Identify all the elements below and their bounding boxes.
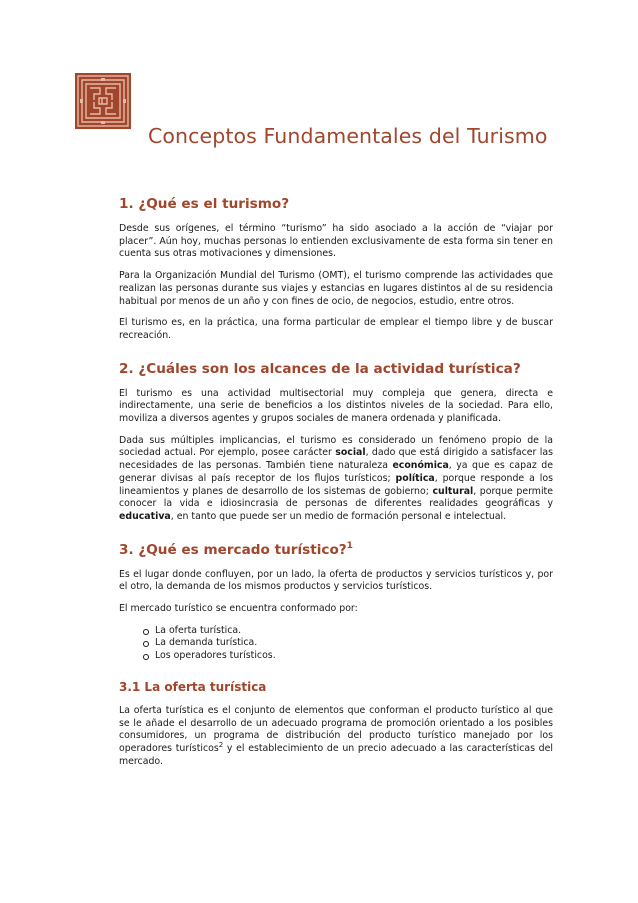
text-run: , porque permite conocer la vida e idiosincrasia de personas de diferentes realidades geográficas y [119,485,553,510]
paragraph: El turismo es, en la práctica, una forma particular de emplear el tiempo libre y de buscar recreación. [119,317,553,341]
pre-columbian-fret-logo [75,73,131,129]
text-run: , en tanto que puede ser un medio de formación personal e intelectual. [170,510,507,522]
section-heading-que-es-turismo: 1. ¿Qué es el turismo? [119,196,290,212]
paragraph: Desde sus orígenes, el término “turismo” ha sido asociado a la acción de “viajar por placer”. Aún hoy, muchas personas lo entienden exclusivamente de esta forma sin tener en cuenta sus otras motivaciones y dimensiones. [119,223,553,260]
subsection-heading-oferta: 3.1 La oferta turística [119,679,267,694]
list-item: Los operadores turísticos. [143,650,553,663]
paragraph: El mercado turístico se encuentra conformado por: [119,603,358,615]
text-run: Dada sus múltiples implicancias, el turismo es considerado un fenómeno propio de la sociedad actual. Por ejemplo, posee carácter [119,434,553,459]
list-item: La demanda turística. [143,637,553,650]
text-run: y el establecimiento de un precio adecuado a las características del mercado. [119,742,553,767]
section-heading-alcances: 2. ¿Cuáles son los alcances de la actividad turística? [119,360,521,377]
paragraph: Es el lugar donde confluyen, por un lado, la oferta de productos y servicios turísticos y, por el otro, la demanda de los mismos productos y servicios turísticos. [119,568,553,593]
page-title: Conceptos Fundamentales del Turismo [148,124,548,148]
bold-term-educativa: educativa [119,510,171,522]
footnote-ref[interactable]: 1 [346,540,353,551]
text-run: , porque responde a los lineamientos y planes de desarrollo de los sistemas de gobierno; [119,472,553,497]
paragraph [119,705,553,769]
bold-term-politica: política [395,472,435,484]
mercado-components-list [119,625,553,663]
paragraph [119,435,553,524]
heading-text: 3. ¿Qué es mercado turístico? [119,541,347,558]
bold-term-cultural: cultural [432,485,474,497]
text-run: , dado que está dirigido a satisfacer las necesidades de las personas. También tiene naturaleza [119,447,553,472]
section-heading-mercado-turistico [119,541,553,559]
bold-term-social: social [335,447,366,459]
footnote-ref[interactable]: 2 [218,740,224,749]
text-run: La oferta turística es el conjunto de elementos que conforman el producto turístico al que se le añade el desarrollo de un adecuado programa de promoción orientado a los posibles consumidores, un programa de distribución del producto turístico manejado por los operadores turísticos [119,704,553,754]
document-body [119,195,553,768]
text-run: , ya que es capaz de generar divisas al país receptor de los flujos turísticos; [119,460,553,484]
list-item: La oferta turística. [143,625,553,638]
paragraph: El turismo es una actividad multisectorial muy compleja que genera, directa e indirectamente, una serie de beneficios a los distintos niveles de la sociedad. Para ello, moviliza a diversos agentes y grupos sociales de manera ordenada y planificada. [119,387,553,425]
bold-term-economica: económica [392,460,449,472]
paragraph: Para la Organización Mundial del Turismo (OMT), el turismo comprende las actividades que realizan las personas durante sus viajes y estancias en lugares distintos al de su residencia habitual por menos de un año y con fines de ocio, de negocios, estudio, entre otros. [119,270,553,307]
